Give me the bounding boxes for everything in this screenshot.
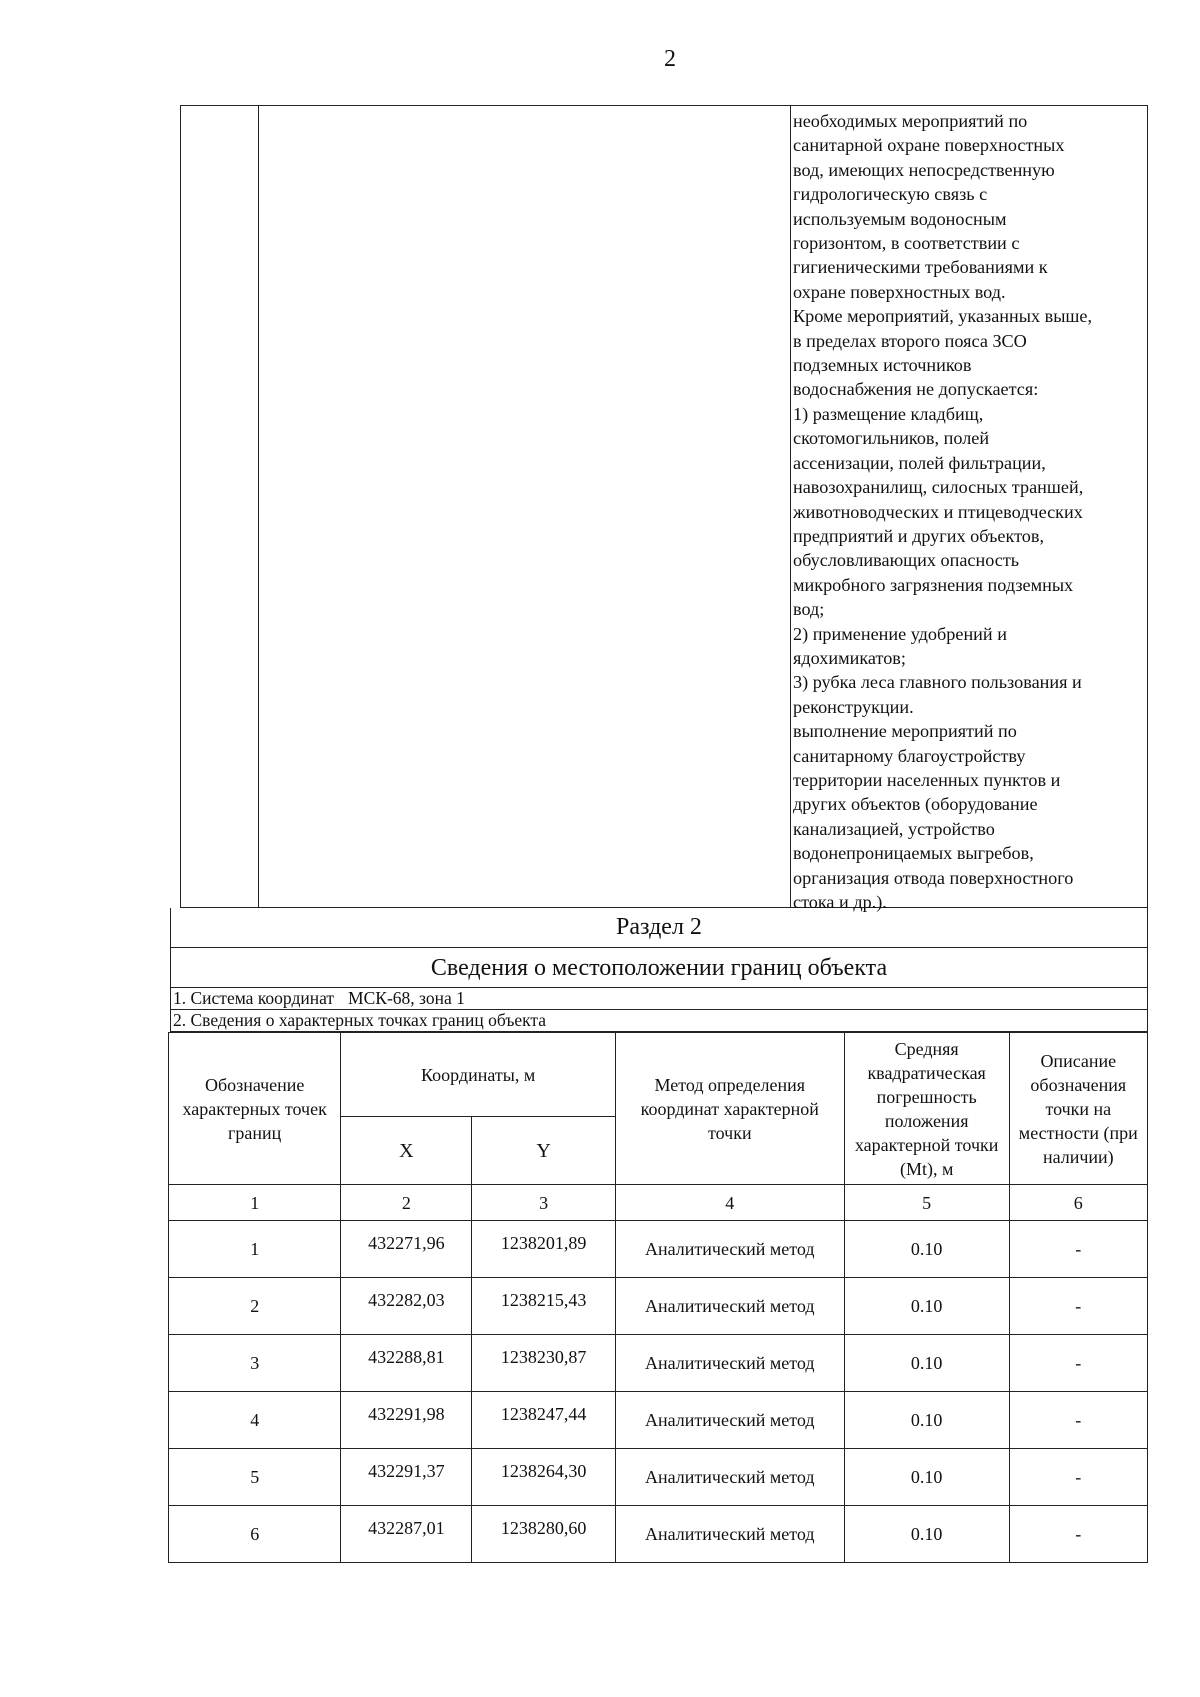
error-cell: 0.10: [844, 1278, 1009, 1335]
error-cell: 0.10: [844, 1335, 1009, 1392]
header-point: Обозначение характерных точек границ: [169, 1033, 341, 1185]
column-number: 3: [472, 1185, 616, 1221]
continuation-line: Кроме мероприятий, указанных выше,: [793, 306, 1093, 327]
x-coordinate-cell: 432271,96: [341, 1221, 472, 1278]
header-method: Метод определения координат характерной точки: [615, 1033, 844, 1185]
header-x: X: [341, 1117, 472, 1185]
continuation-line: канализацией, устройство: [793, 818, 995, 839]
continuation-line: 3) рубка леса главного пользования и: [793, 672, 1082, 693]
coord-system-value: МСК-68, зона 1: [348, 988, 465, 1008]
description-cell: -: [1009, 1449, 1147, 1506]
x-coordinate-cell: 432288,81: [341, 1335, 472, 1392]
continuation-line: в пределах второго пояса ЗСО: [793, 330, 1027, 351]
continuation-line: водонепроницаемых выгребов,: [793, 843, 1034, 864]
point-cell: 2: [169, 1278, 341, 1335]
x-coordinate-cell: 432291,98: [341, 1392, 472, 1449]
continuation-line: вод;: [793, 599, 825, 620]
method-cell: Аналитический метод: [615, 1506, 844, 1563]
continuation-line: необходимых мероприятий по: [793, 111, 1028, 131]
section-title: Раздел 2: [170, 908, 1148, 948]
continuation-line: выполнение мероприятий по: [793, 721, 1017, 742]
continuation-line: стока и др.).: [793, 892, 887, 912]
error-cell: 0.10: [844, 1506, 1009, 1563]
continuation-line: санитарной охране поверхностных: [793, 135, 1065, 156]
continuation-line: ядохимикатов;: [793, 647, 906, 668]
continuation-line: гидрологическую связь с: [793, 184, 988, 205]
continuation-table: [180, 105, 1148, 912]
method-cell: Аналитический метод: [615, 1221, 844, 1278]
column-number: 5: [844, 1185, 1009, 1221]
continuation-line: обусловливающих опасность: [793, 550, 1020, 571]
column-number: 6: [1009, 1185, 1147, 1221]
table-row: [169, 1278, 1148, 1335]
x-coordinate-cell: 432287,01: [341, 1506, 472, 1563]
continuation-line: используемым водоносным: [793, 208, 1007, 229]
method-cell: Аналитический метод: [615, 1335, 844, 1392]
continuation-line: территории населенных пунктов и: [793, 769, 1061, 790]
header-error: Средняя квадратическая погрешность положения характерной точки (Mt), м: [844, 1033, 1009, 1185]
continuation-line: гигиеническими требованиями к: [793, 257, 1048, 278]
point-cell: 4: [169, 1392, 341, 1449]
error-cell: 0.10: [844, 1392, 1009, 1449]
error-cell: 0.10: [844, 1221, 1009, 1278]
column-number: 4: [615, 1185, 844, 1221]
continuation-line: подземных источников: [793, 355, 972, 376]
continuation-line: 2) применение удобрений и: [793, 623, 1007, 644]
point-cell: 1: [169, 1221, 341, 1278]
y-coordinate-cell: 1238201,89: [472, 1221, 616, 1278]
continuation-line: навозохранилищ, силосных траншей,: [793, 477, 1084, 498]
continuation-line: вод, имеющих непосредственную: [793, 159, 1055, 180]
method-cell: Аналитический метод: [615, 1449, 844, 1506]
column-number: 1: [169, 1185, 341, 1221]
continuation-line: микробного загрязнения подземных: [793, 574, 1074, 595]
continuation-line: водоснабжения не допускается:: [793, 379, 1039, 400]
y-coordinate-cell: 1238264,30: [472, 1449, 616, 1506]
continuation-line: реконструкции.: [793, 696, 914, 717]
point-cell: 6: [169, 1506, 341, 1563]
y-coordinate-cell: 1238280,60: [472, 1506, 616, 1563]
y-coordinate-cell: 1238215,43: [472, 1278, 616, 1335]
continuation-line: предприятий и других объектов,: [793, 525, 1045, 546]
description-cell: -: [1009, 1392, 1147, 1449]
table-row: [169, 1335, 1148, 1392]
header-coords: Координаты, м: [341, 1033, 616, 1117]
continuation-line: других объектов (оборудование: [793, 794, 1038, 815]
continuation-line: скотомогильников, полей: [793, 428, 990, 449]
coord-system-label: 1. Система координат: [173, 988, 335, 1008]
coord-system-line: [170, 988, 1148, 1010]
continuation-col-2: [259, 106, 791, 907]
continuation-line: организация отвода поверхностного: [793, 867, 1074, 888]
y-coordinate-cell: 1238230,87: [472, 1335, 616, 1392]
point-cell: 5: [169, 1449, 341, 1506]
continuation-line: санитарному благоустройству: [793, 745, 1026, 766]
error-cell: 0.10: [844, 1449, 1009, 1506]
description-cell: -: [1009, 1221, 1147, 1278]
table-row: [169, 1392, 1148, 1449]
section-subtitle: Сведения о местоположении границ объекта: [170, 948, 1148, 988]
method-cell: Аналитический метод: [615, 1278, 844, 1335]
column-number: 2: [341, 1185, 472, 1221]
x-coordinate-cell: 432282,03: [341, 1278, 472, 1335]
description-cell: -: [1009, 1335, 1147, 1392]
table-row: [169, 1449, 1148, 1506]
points-info-line: 2. Сведения о характерных точках границ объекта: [170, 1010, 1148, 1032]
point-cell: 3: [169, 1335, 341, 1392]
header-description: Описание обозначения точки на местности (при наличии): [1009, 1033, 1147, 1185]
continuation-text-cell: [791, 106, 1147, 912]
boundary-points-table: [168, 1032, 1148, 1563]
continuation-line: ассенизации, полей фильтрации,: [793, 452, 1046, 473]
y-coordinate-cell: 1238247,44: [472, 1392, 616, 1449]
table-row: [169, 1506, 1148, 1563]
continuation-line: животноводческих и птицеводческих: [793, 501, 1083, 522]
table-row: [169, 1221, 1148, 1278]
header-y: Y: [472, 1117, 616, 1185]
page-number: 2: [664, 46, 676, 72]
continuation-line: охране поверхностных вод.: [793, 281, 1006, 302]
continuation-line: горизонтом, в соответствии с: [793, 233, 1020, 254]
description-cell: -: [1009, 1278, 1147, 1335]
method-cell: Аналитический метод: [615, 1392, 844, 1449]
description-cell: -: [1009, 1506, 1147, 1563]
continuation-line: 1) размещение кладбищ,: [793, 403, 984, 424]
continuation-col-1: [181, 106, 259, 907]
x-coordinate-cell: 432291,37: [341, 1449, 472, 1506]
